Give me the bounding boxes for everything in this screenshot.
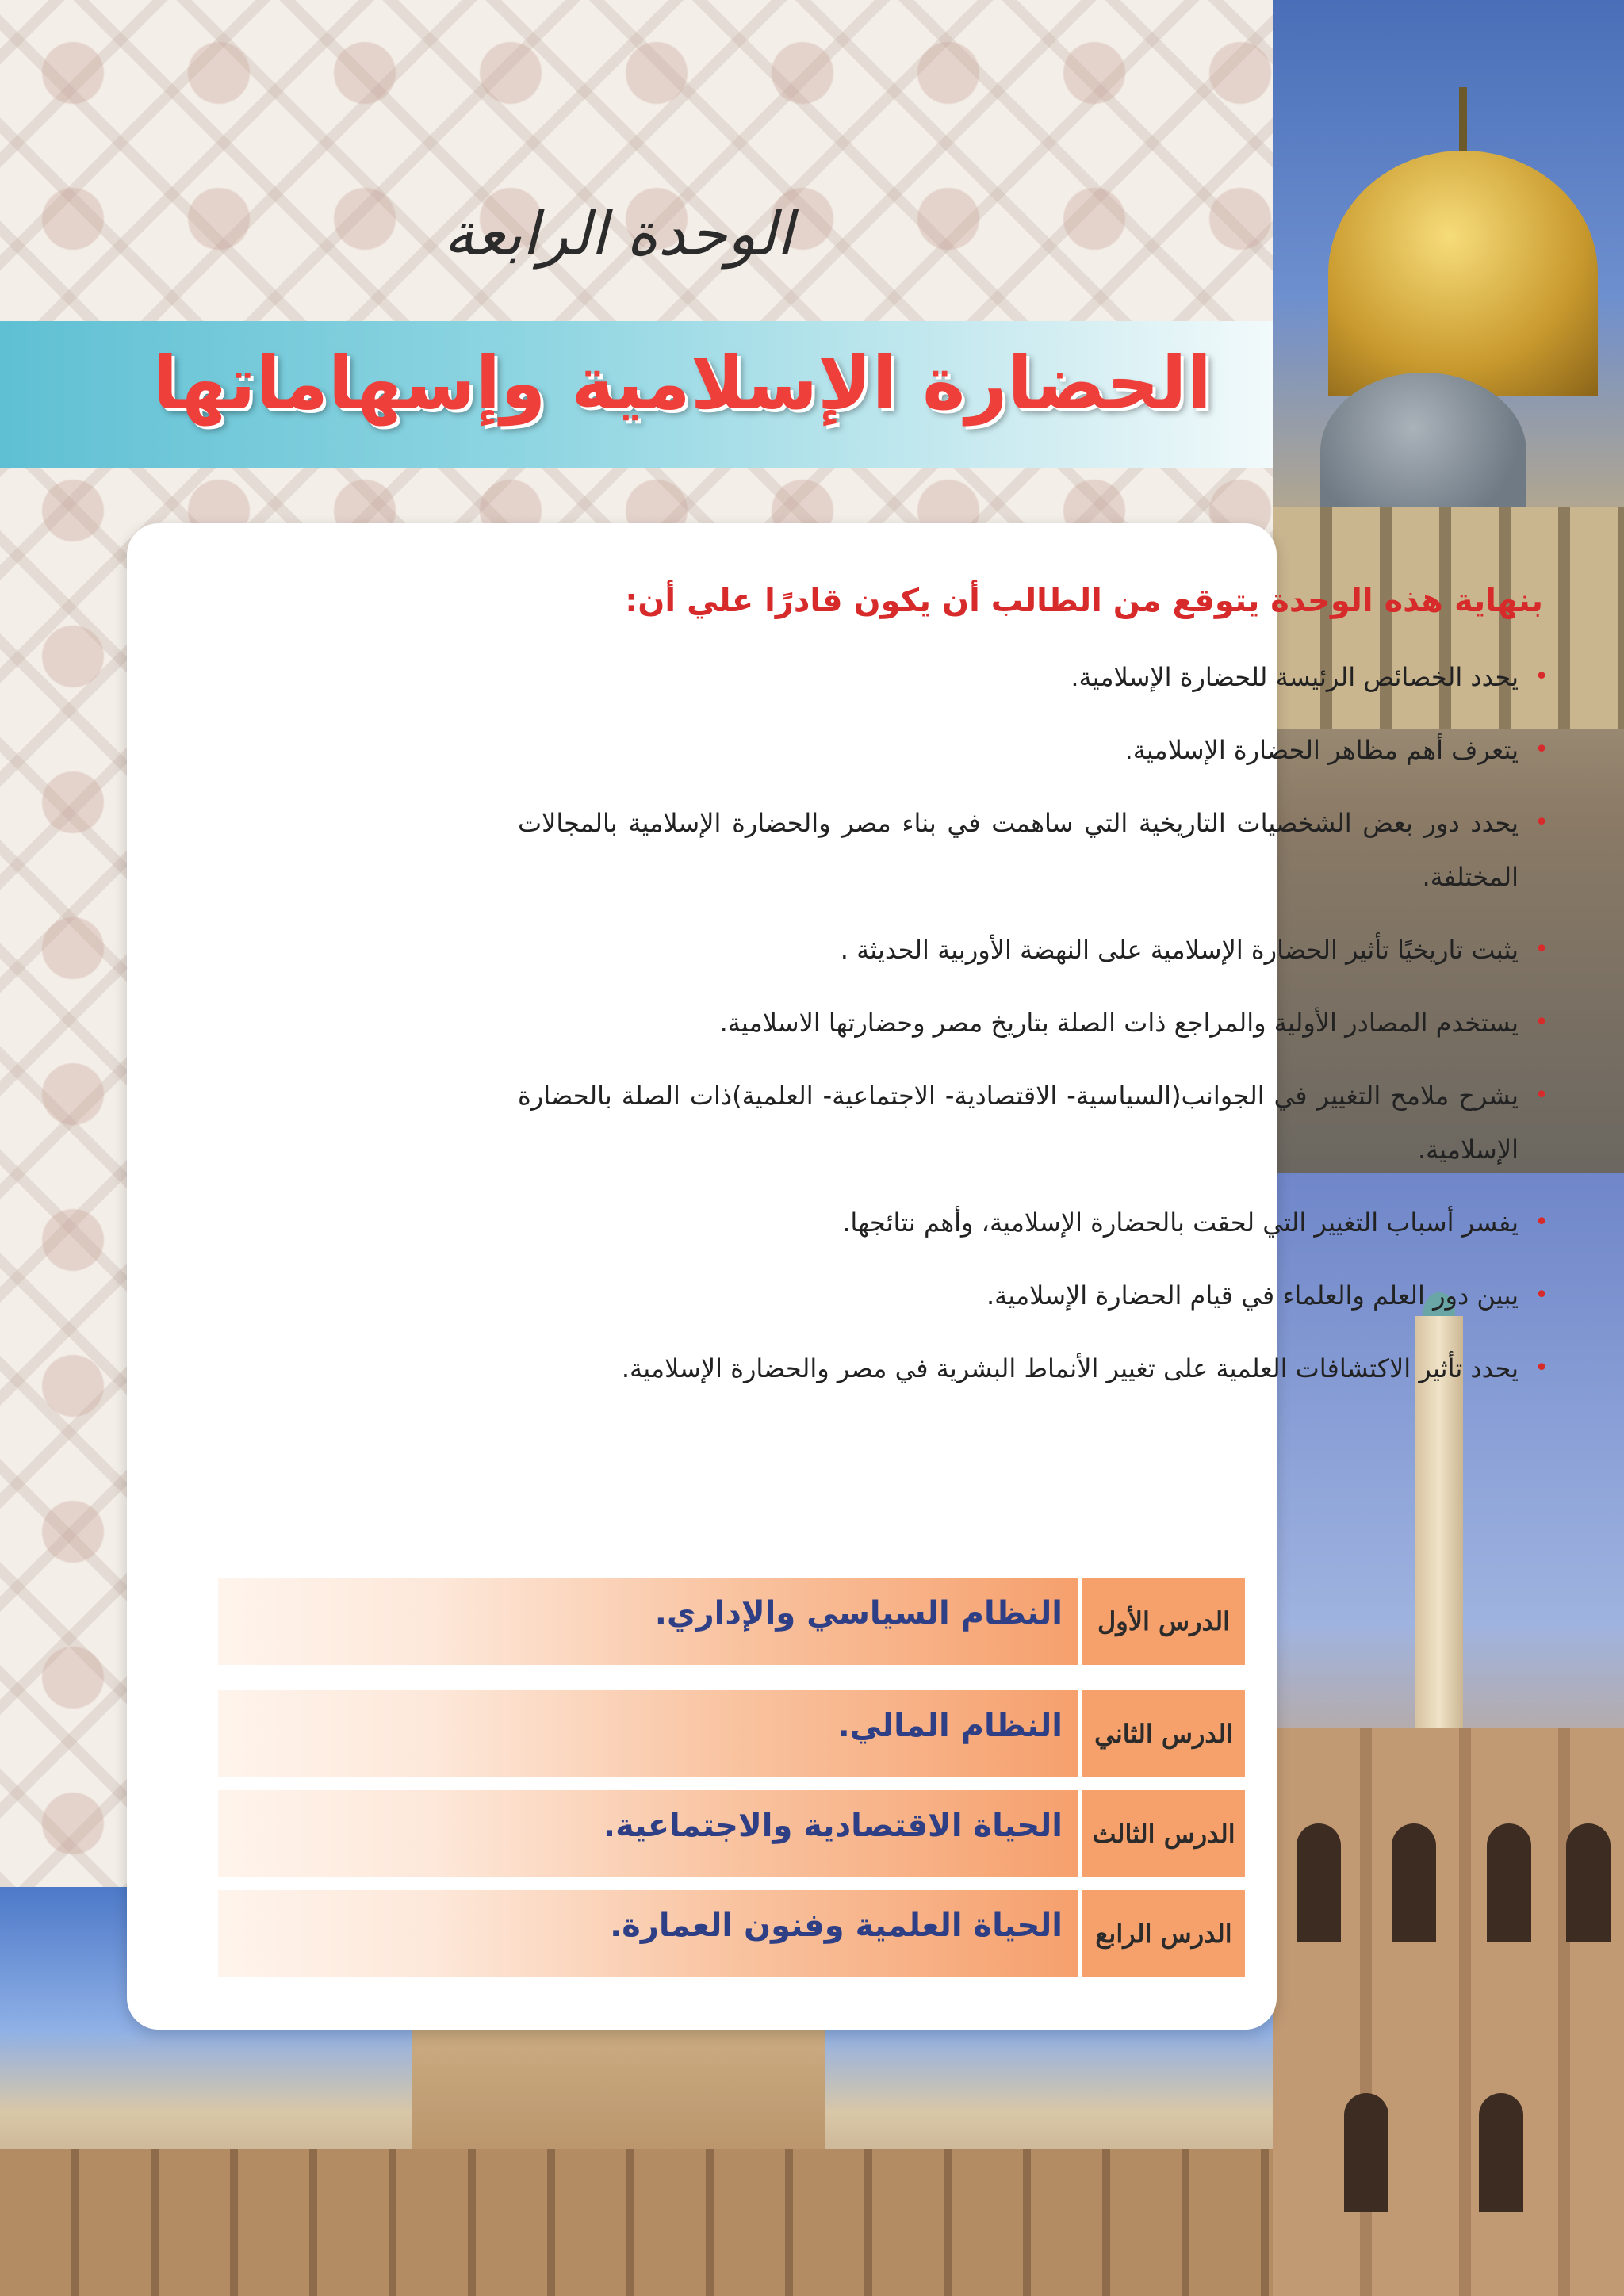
lesson-topic: النظام المالي. <box>837 1708 1063 1744</box>
objective-item <box>518 923 1549 977</box>
lesson-topic-bar <box>218 1890 1078 1977</box>
objective-text: يتعرف أهم مظاهر الحضارة الإسلامية. <box>1124 735 1519 765</box>
lesson-topic-bar <box>218 1690 1078 1777</box>
arch-window <box>1392 1823 1436 1942</box>
objective-text: يحدد تأثير الاكتشافات العلمية على تغيير الأنماط البشرية في مصر والحضارة الإسلامية. <box>621 1353 1519 1383</box>
objective-item <box>518 1196 1549 1249</box>
lesson-label: الدرس الثاني <box>1094 1719 1233 1749</box>
arch-window <box>1487 1823 1531 1942</box>
lesson-topic: النظام السياسي والإداري. <box>654 1595 1063 1632</box>
lesson-label: الدرس الرابع <box>1095 1919 1232 1949</box>
bullet-icon: • <box>1534 1281 1549 1309</box>
lesson-row-4 <box>216 1890 1245 1977</box>
bullet-icon: • <box>1534 1354 1549 1382</box>
mosque-wall <box>0 2149 1273 2296</box>
lesson-topic: الحياة العلمية وفنون العمارة. <box>610 1908 1063 1944</box>
bullet-icon: • <box>1534 1081 1549 1109</box>
lesson-topic-bar <box>218 1578 1078 1665</box>
lesson-badge <box>1082 1790 1245 1877</box>
objective-text: يحدد الخصائص الرئيسة للحضارة الإسلامية. <box>1071 662 1519 692</box>
objective-item <box>518 996 1549 1050</box>
objective-text: يثبت تاريخيًا تأثير الحضارة الإسلامية على النهضة الأوربية الحديثة . <box>840 935 1519 965</box>
lesson-badge <box>1082 1690 1245 1777</box>
lesson-label: الدرس الأول <box>1097 1606 1230 1636</box>
bullet-icon: • <box>1534 1208 1549 1236</box>
objective-text: يفسر أسباب التغيير التي لحقت بالحضارة الإسلامية، وأهم نتائجها. <box>842 1207 1519 1238</box>
unit-title: الحضارة الإسلامية وإسهاماتها <box>152 341 1212 426</box>
objectives-heading: بنهاية هذه الوحدة يتوقع من الطالب أن يكون قادرًا علي أن: <box>625 583 1543 619</box>
objective-item <box>518 650 1549 704</box>
objective-text: يبين دور العلم والعلماء في قيام الحضارة الإسلامية. <box>986 1280 1519 1311</box>
lesson-row-3 <box>216 1790 1245 1877</box>
objective-item <box>518 1341 1549 1395</box>
golden-dome <box>1328 151 1598 396</box>
bullet-icon: • <box>1534 936 1549 963</box>
arch-window <box>1566 1823 1611 1942</box>
lesson-topic: الحياة الاقتصادية والاجتماعية. <box>603 1808 1063 1844</box>
bullet-icon: • <box>1534 1008 1549 1036</box>
bullet-icon: • <box>1534 736 1549 763</box>
arch-window <box>1344 2093 1388 2212</box>
lesson-row-1 <box>216 1578 1245 1665</box>
lesson-label: الدرس الثالث <box>1092 1819 1235 1849</box>
lesson-badge <box>1082 1890 1245 1977</box>
objective-text: يشرح ملامح التغيير في الجوانب(السياسية- الاقتصادية- الاجتماعية- العلمية)ذات الصلة بالحضارة الإسلامية. <box>518 1081 1519 1165</box>
objective-item <box>518 1069 1549 1177</box>
dome-spire <box>1459 87 1467 159</box>
unit-label: الوحدة الرابعة <box>443 198 794 269</box>
bullet-icon: • <box>1534 809 1549 836</box>
objectives-list <box>518 650 1549 1414</box>
lesson-topic-bar <box>218 1790 1078 1877</box>
lesson-badge <box>1082 1578 1245 1665</box>
objective-item <box>518 1269 1549 1322</box>
arched-facade <box>1273 1728 1624 2296</box>
objective-item <box>518 723 1549 777</box>
objective-text: يحدد دور بعض الشخصيات التاريخية التي ساهمت في بناء مصر والحضارة الإسلامية بالمجالات المختلفة. <box>518 808 1519 892</box>
objective-text: يستخدم المصادر الأولية والمراجع ذات الصلة بتاريخ مصر وحضارتها الاسلامية. <box>719 1008 1519 1038</box>
arch-window <box>1479 2093 1523 2212</box>
bullet-icon: • <box>1534 663 1549 691</box>
lesson-row-2 <box>216 1690 1245 1777</box>
arch-window <box>1297 1823 1341 1942</box>
objective-item <box>518 796 1549 904</box>
